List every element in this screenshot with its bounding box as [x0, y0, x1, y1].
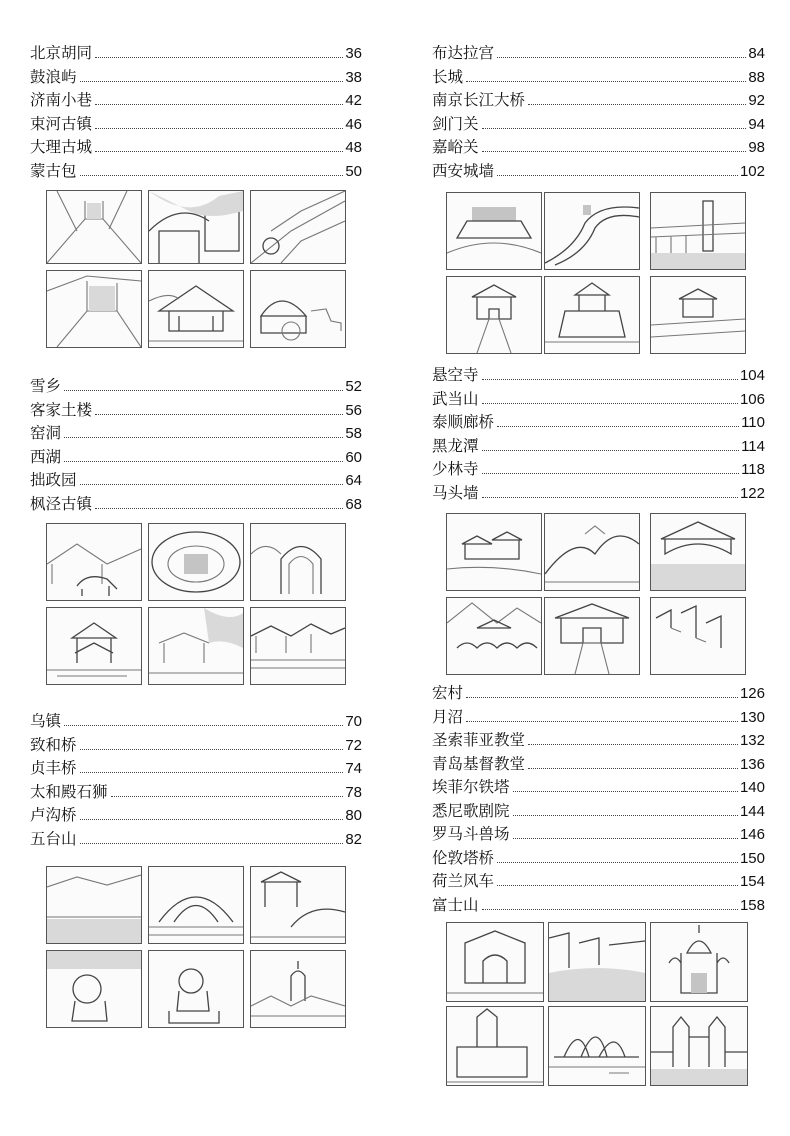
toc-entry[interactable] — [30, 136, 362, 160]
leader-dots — [64, 725, 343, 726]
wuzhen-sketch — [46, 866, 142, 944]
shuhe-sketch — [46, 270, 142, 348]
toc-entry[interactable] — [30, 757, 362, 781]
toc-entry[interactable] — [432, 113, 765, 137]
toc-entry[interactable] — [30, 113, 362, 137]
toc-entry-title: 布达拉宫 — [432, 44, 495, 62]
leader-dots — [64, 390, 343, 391]
toc-entry-page: 154 — [739, 873, 765, 890]
toc-entry-page: 48 — [345, 139, 362, 156]
toc-entry-page: 78 — [345, 783, 362, 801]
toc-entry[interactable] — [432, 66, 765, 90]
toc-entry-page: 140 — [739, 779, 765, 796]
toc-entry[interactable] — [432, 894, 765, 918]
toc-entry-page: 84 — [748, 45, 765, 62]
toc-entry-page: 46 — [345, 115, 362, 133]
potala-sketch — [446, 192, 542, 270]
toc-entry-title: 长城 — [432, 67, 464, 86]
toc-entry-title: 月沼 — [432, 707, 464, 726]
toc-entry-title: 马头墙 — [432, 483, 479, 502]
st-sophia-sketch — [650, 922, 748, 1002]
toc-entry-page: 80 — [345, 807, 362, 824]
leader-dots — [528, 744, 738, 745]
toc-entry-page: 106 — [739, 390, 765, 408]
qingdao-church-sketch — [446, 1006, 544, 1086]
leader-dots — [80, 175, 344, 176]
toc-entry-title: 窑洞 — [30, 424, 62, 442]
leader-dots — [497, 426, 739, 427]
toc-entry-page: 52 — [345, 378, 362, 395]
toc-entry-title: 西湖 — [30, 447, 62, 466]
toc-entry-title: 卢沟桥 — [30, 806, 77, 824]
leader-dots — [95, 128, 343, 129]
toc-entry-page: 118 — [741, 461, 765, 478]
toc-entry[interactable] — [432, 847, 765, 871]
toc-entry[interactable] — [432, 364, 765, 388]
humble-garden-sketch — [148, 607, 244, 685]
toc-entry-page: 58 — [345, 425, 362, 442]
shaolin-sketch — [544, 597, 640, 675]
toc-entry-title: 悬空寺 — [432, 366, 479, 384]
toc-section — [432, 682, 765, 917]
toc-entry-title: 南京长江大桥 — [432, 91, 526, 109]
toc-entry[interactable] — [432, 870, 765, 894]
zhihe-bridge-sketch — [148, 866, 244, 944]
toc-entry-page: 158 — [739, 896, 765, 914]
leader-dots — [111, 796, 344, 797]
leader-dots — [95, 508, 343, 509]
leader-dots — [528, 768, 738, 769]
toc-entry-title: 少林寺 — [432, 460, 479, 478]
leader-dots — [482, 151, 747, 152]
toc-entry-title: 嘉峪关 — [432, 138, 479, 156]
leader-dots — [482, 379, 738, 380]
toc-entry-title: 大理古城 — [30, 138, 93, 156]
toc-entry[interactable] — [432, 89, 765, 113]
hutong-sketch — [46, 190, 142, 264]
wutai-sketch — [250, 950, 346, 1028]
toc-entry-page: 130 — [739, 708, 765, 726]
toc-section — [432, 364, 765, 505]
toc-entry-page: 56 — [345, 401, 362, 419]
nanjing-bridge-sketch — [650, 192, 746, 270]
leader-dots — [497, 862, 738, 863]
toc-entry-page: 60 — [345, 448, 362, 466]
toc-entry-title: 太和殿石狮 — [30, 782, 108, 801]
leader-dots — [64, 461, 343, 462]
toc-entry[interactable] — [432, 42, 765, 66]
toc-entry[interactable] — [432, 706, 765, 730]
leader-dots — [95, 151, 343, 152]
toc-entry[interactable] — [432, 682, 765, 706]
toc-entry-page: 98 — [748, 139, 765, 156]
toc-entry[interactable] — [432, 388, 765, 412]
toc-entry[interactable] — [30, 828, 362, 852]
toc-entry[interactable] — [432, 823, 765, 847]
cave-dwelling-sketch — [250, 523, 346, 601]
leader-dots — [80, 81, 344, 82]
leader-dots — [528, 104, 746, 105]
toc-entry[interactable] — [432, 776, 765, 800]
toc-entry-title: 武当山 — [432, 389, 479, 408]
toc-entry-page: 74 — [345, 760, 362, 777]
leader-dots — [497, 57, 746, 58]
toc-entry[interactable] — [432, 411, 765, 435]
toc-entry[interactable] — [30, 469, 362, 493]
leader-dots — [95, 414, 343, 415]
toc-entry-title: 圣索菲亚教堂 — [432, 731, 526, 749]
toc-entry[interactable] — [30, 734, 362, 758]
toc-entry-title: 埃菲尔铁塔 — [432, 778, 510, 796]
toc-entry[interactable] — [432, 160, 765, 184]
hanging-temple-sketch — [446, 513, 542, 591]
toc-entry-page: 64 — [345, 472, 362, 489]
toc-entry-title: 宏村 — [432, 684, 464, 702]
covered-bridge-sketch — [650, 513, 746, 591]
dali-sketch — [148, 270, 244, 348]
toc-entry-page: 136 — [739, 755, 765, 773]
sydney-opera-sketch — [548, 1006, 646, 1086]
toc-entry-title: 伦敦塔桥 — [432, 848, 495, 867]
toc-entry-page: 114 — [741, 437, 765, 455]
leader-dots — [513, 791, 738, 792]
leader-dots — [513, 815, 738, 816]
toc-entry[interactable] — [30, 89, 362, 113]
zhenfeng-bridge-sketch — [250, 866, 346, 944]
leader-dots — [482, 497, 738, 498]
fengjing-sketch — [250, 607, 346, 685]
toc-entry-page: 68 — [345, 495, 362, 513]
toc-entry-page: 92 — [748, 92, 765, 109]
toc-entry-page: 144 — [739, 802, 765, 820]
toc-section — [30, 42, 362, 183]
wudang-sketch — [544, 513, 640, 591]
toc-entry-title: 致和桥 — [30, 735, 77, 754]
toc-entry[interactable] — [432, 482, 765, 506]
toc-entry-title: 剑门关 — [432, 114, 479, 133]
leader-dots — [95, 57, 343, 58]
black-dragon-pool-sketch — [446, 597, 542, 675]
toc-entry-page: 146 — [739, 826, 765, 843]
leader-dots — [80, 772, 344, 773]
toc-entry-title: 青岛基督教堂 — [432, 754, 526, 773]
toc-entry-page: 82 — [345, 830, 362, 848]
toc-entry-title: 罗马斗兽场 — [432, 825, 510, 843]
toc-entry-page: 50 — [345, 162, 362, 180]
toc-entry-page: 126 — [739, 685, 765, 702]
toc-entry-title: 枫泾古镇 — [30, 494, 93, 513]
toc-entry-page: 72 — [345, 736, 362, 754]
tulou-sketch — [148, 523, 244, 601]
toc-entry-title: 雪乡 — [30, 377, 62, 395]
leader-dots — [497, 885, 738, 886]
leader-dots — [80, 819, 344, 820]
leader-dots — [80, 749, 344, 750]
leader-dots — [482, 473, 740, 474]
toc-entry-title: 客家土楼 — [30, 400, 93, 419]
toc-entry-title: 拙政园 — [30, 471, 77, 489]
toc-entry[interactable] — [30, 446, 362, 470]
leader-dots — [482, 128, 747, 129]
toc-entry-title: 乌镇 — [30, 712, 62, 730]
toc-entry-title: 富士山 — [432, 895, 479, 914]
leader-dots — [466, 721, 738, 722]
toc-entry-page: 36 — [345, 45, 362, 62]
leader-dots — [80, 484, 344, 485]
jiayu-sketch — [544, 276, 640, 354]
gulangyu-sketch — [148, 190, 244, 264]
toc-entry-title: 北京胡同 — [30, 44, 93, 62]
toc-entry-title: 五台山 — [30, 829, 77, 848]
jianmen-sketch — [446, 276, 542, 354]
toc-entry-title: 泰顺廊桥 — [432, 413, 495, 431]
leader-dots — [482, 450, 740, 451]
leader-dots — [482, 909, 738, 910]
toc-entry[interactable] — [432, 729, 765, 753]
toc-entry[interactable] — [432, 753, 765, 777]
toc-entry[interactable] — [30, 399, 362, 423]
toc-entry-page: 88 — [748, 68, 765, 86]
west-lake-sketch — [46, 607, 142, 685]
leader-dots — [513, 838, 738, 839]
toc-entry[interactable] — [432, 435, 765, 459]
toc-entry-title: 贞丰桥 — [30, 759, 77, 777]
toc-entry-page: 102 — [739, 162, 765, 180]
toc-entry[interactable] — [30, 781, 362, 805]
jinan-alley-sketch — [250, 190, 346, 264]
yurt-sketch — [250, 270, 346, 348]
toc-entry[interactable] — [30, 160, 362, 184]
stone-lion-sketch — [46, 950, 142, 1028]
toc-entry-page: 150 — [739, 849, 765, 867]
great-wall-sketch — [544, 192, 640, 270]
toc-entry[interactable] — [30, 422, 362, 446]
toc-entry-title: 荷兰风车 — [432, 872, 495, 890]
horse-head-wall-sketch — [650, 597, 746, 675]
toc-entry-page: 104 — [739, 367, 765, 384]
toc-entry-page: 94 — [748, 115, 765, 133]
leader-dots — [466, 697, 738, 698]
moon-pond-sketch — [548, 922, 646, 1002]
toc-entry-title: 蒙古包 — [30, 161, 77, 180]
toc-entry[interactable] — [432, 136, 765, 160]
leader-dots — [95, 104, 343, 105]
toc-entry[interactable] — [30, 42, 362, 66]
toc-entry-page: 122 — [739, 484, 765, 502]
leader-dots — [497, 175, 738, 176]
toc-entry[interactable] — [30, 710, 362, 734]
toc-entry-title: 束河古镇 — [30, 114, 93, 133]
hongcun-sketch — [446, 922, 544, 1002]
xian-wall-sketch — [650, 276, 746, 354]
toc-entry-title: 西安城墙 — [432, 161, 495, 180]
toc-entry[interactable] — [432, 800, 765, 824]
lugou-lion-sketch — [148, 950, 244, 1028]
leader-dots — [64, 437, 343, 438]
toc-entry-page: 42 — [345, 92, 362, 109]
toc-entry-page: 38 — [345, 68, 362, 86]
leader-dots — [466, 81, 746, 82]
toc-entry-title: 黑龙潭 — [432, 436, 479, 455]
toc-entry[interactable] — [432, 458, 765, 482]
toc-entry[interactable] — [30, 493, 362, 517]
toc-entry-page: 110 — [741, 414, 765, 431]
toc-entry-page: 70 — [345, 713, 362, 730]
toc-section — [30, 710, 362, 851]
toc-entry-title: 济南小巷 — [30, 91, 93, 109]
toc-entry-title: 悉尼歌剧院 — [432, 801, 510, 820]
leader-dots — [482, 403, 738, 404]
toc-entry[interactable] — [30, 804, 362, 828]
leader-dots — [80, 843, 344, 844]
toc-entry-page: 132 — [739, 732, 765, 749]
toc-section — [30, 375, 362, 516]
toc-entry-title: 鼓浪屿 — [30, 67, 77, 86]
toc-entry[interactable] — [30, 375, 362, 399]
toc-entry[interactable] — [30, 66, 362, 90]
snow-town-sketch — [46, 523, 142, 601]
toc-section — [432, 42, 765, 183]
tower-bridge-sketch — [650, 1006, 748, 1086]
